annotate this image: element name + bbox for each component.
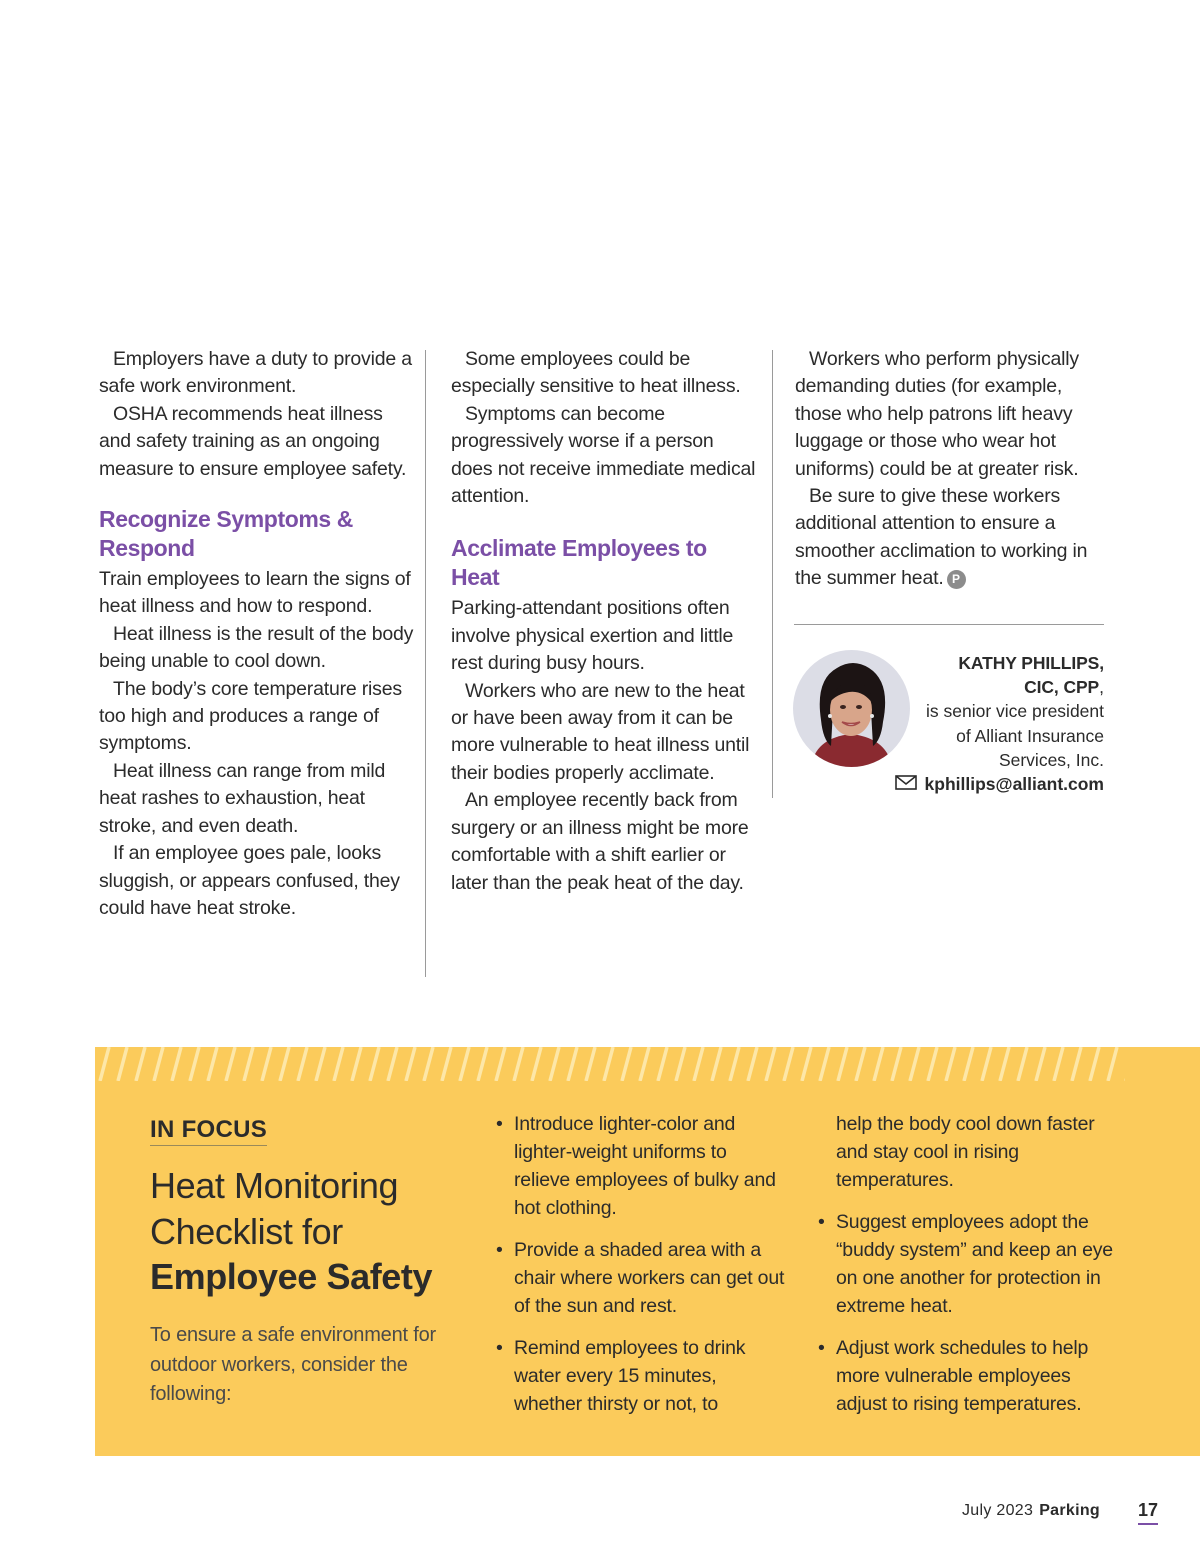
paragraph: Employers have a duty to provide a safe work environment. [99, 348, 412, 398]
paragraph: Some employees could be especially sensitive to heat illness. [451, 348, 741, 398]
paragraph-text: Be sure to give these workers additional attention to ensure a smoother acclimation to working in the summer heat. [795, 485, 1088, 590]
page-footer [962, 1502, 1100, 1520]
author-name: KATHY PHILLIPS, [958, 653, 1104, 673]
section-heading-recognize: Recognize Symptoms & Respond [99, 506, 353, 561]
parking-end-mark-icon: P [947, 570, 966, 589]
author-credentials: CIC, CPP, [1024, 677, 1104, 698]
column-divider [425, 350, 426, 977]
decorative-stripes [95, 1047, 1200, 1081]
email-link[interactable]: kphillips@alliant.com [924, 774, 1104, 795]
article-column-3 [795, 346, 1105, 593]
in-focus-label: IN FOCUS [150, 1116, 267, 1146]
column-divider [772, 350, 773, 798]
list-item: • Remind employees to drink water every 15 minutes, whether thirsty or not, to [496, 1334, 786, 1418]
author-email[interactable] [804, 772, 1104, 796]
paragraph: The body’s core temperature rises too high and produces a range of symptoms. [99, 677, 402, 755]
paragraph: If an employee goes pale, looks sluggish, or appears confused, they could have heat stroke. [99, 842, 400, 919]
article-column-1 [99, 346, 417, 922]
paragraph: Parking-attendant positions often involve physical exertion and little rest during busy hours. [451, 597, 734, 675]
paragraph: An employee recently back from surgery or an illness might be more comfortable with a shift earlier or later than the peak heat of the day. [451, 789, 749, 894]
checklist-intro: To ensure a safe environment for outdoor workers, consider the following: [150, 1324, 436, 1406]
list-item-continued: help the body cool down faster and stay cool in rising temperatures. [836, 1113, 1095, 1191]
paragraph: Train employees to learn the signs of heat illness and how to respond. [99, 568, 411, 618]
author-company: of Alliant Insurance [956, 725, 1104, 746]
paragraph: Heat illness can range from mild heat rashes to exhaustion, heat stroke, and even death. [99, 759, 386, 837]
author-title: is senior vice president [926, 701, 1104, 722]
in-focus-box [95, 1047, 1200, 1456]
list-item: • Suggest employees adopt the “buddy system” and keep an eye on one another for protection in extreme heat. [818, 1208, 1118, 1320]
checklist-column-2 [818, 1110, 1118, 1432]
page-number: 17 [1138, 1500, 1158, 1525]
checklist-column-1 [496, 1110, 786, 1432]
magazine-name: Parking [1039, 1502, 1100, 1519]
author-bio [804, 651, 1104, 796]
author-divider [794, 624, 1104, 625]
article-column-2 [451, 346, 759, 897]
paragraph: Heat illness is the result of the body being unable to cool down. [99, 622, 414, 673]
list-item: • Provide a shaded area with a chair where workers can get out of the sun and rest. [496, 1236, 786, 1320]
paragraph [795, 483, 1105, 593]
list-item: • Introduce lighter-color and lighter-weight uniforms to relieve employees of bulky and hot clothing. [496, 1110, 786, 1222]
author-company: Services, Inc. [998, 749, 1104, 770]
paragraph: OSHA recommends heat illness and safety training as an ongoing measure to ensure employee safety. [99, 402, 407, 480]
section-heading-acclimate: Acclimate Employees to Heat [451, 535, 707, 590]
checklist-title: Heat Monitoring Checklist for Employee Safety [150, 1165, 433, 1297]
paragraph: Workers who are new to the heat or have been away from it can be more vulnerable to heat illness until their bodies properly acclimate. [451, 679, 750, 784]
mail-icon [895, 772, 917, 796]
paragraph: Symptoms can become progressively worse if a person does not receive immediate medical attention. [451, 402, 756, 508]
issue-date: July 2023 [962, 1502, 1034, 1519]
list-item: • Adjust work schedules to help more vulnerable employees adjust to rising temperatures. [818, 1334, 1118, 1418]
paragraph: Workers who perform physically demanding duties (for example, those who help patrons lift heavy luggage or those who wear hot uniforms) could be at greater risk. [795, 348, 1079, 480]
